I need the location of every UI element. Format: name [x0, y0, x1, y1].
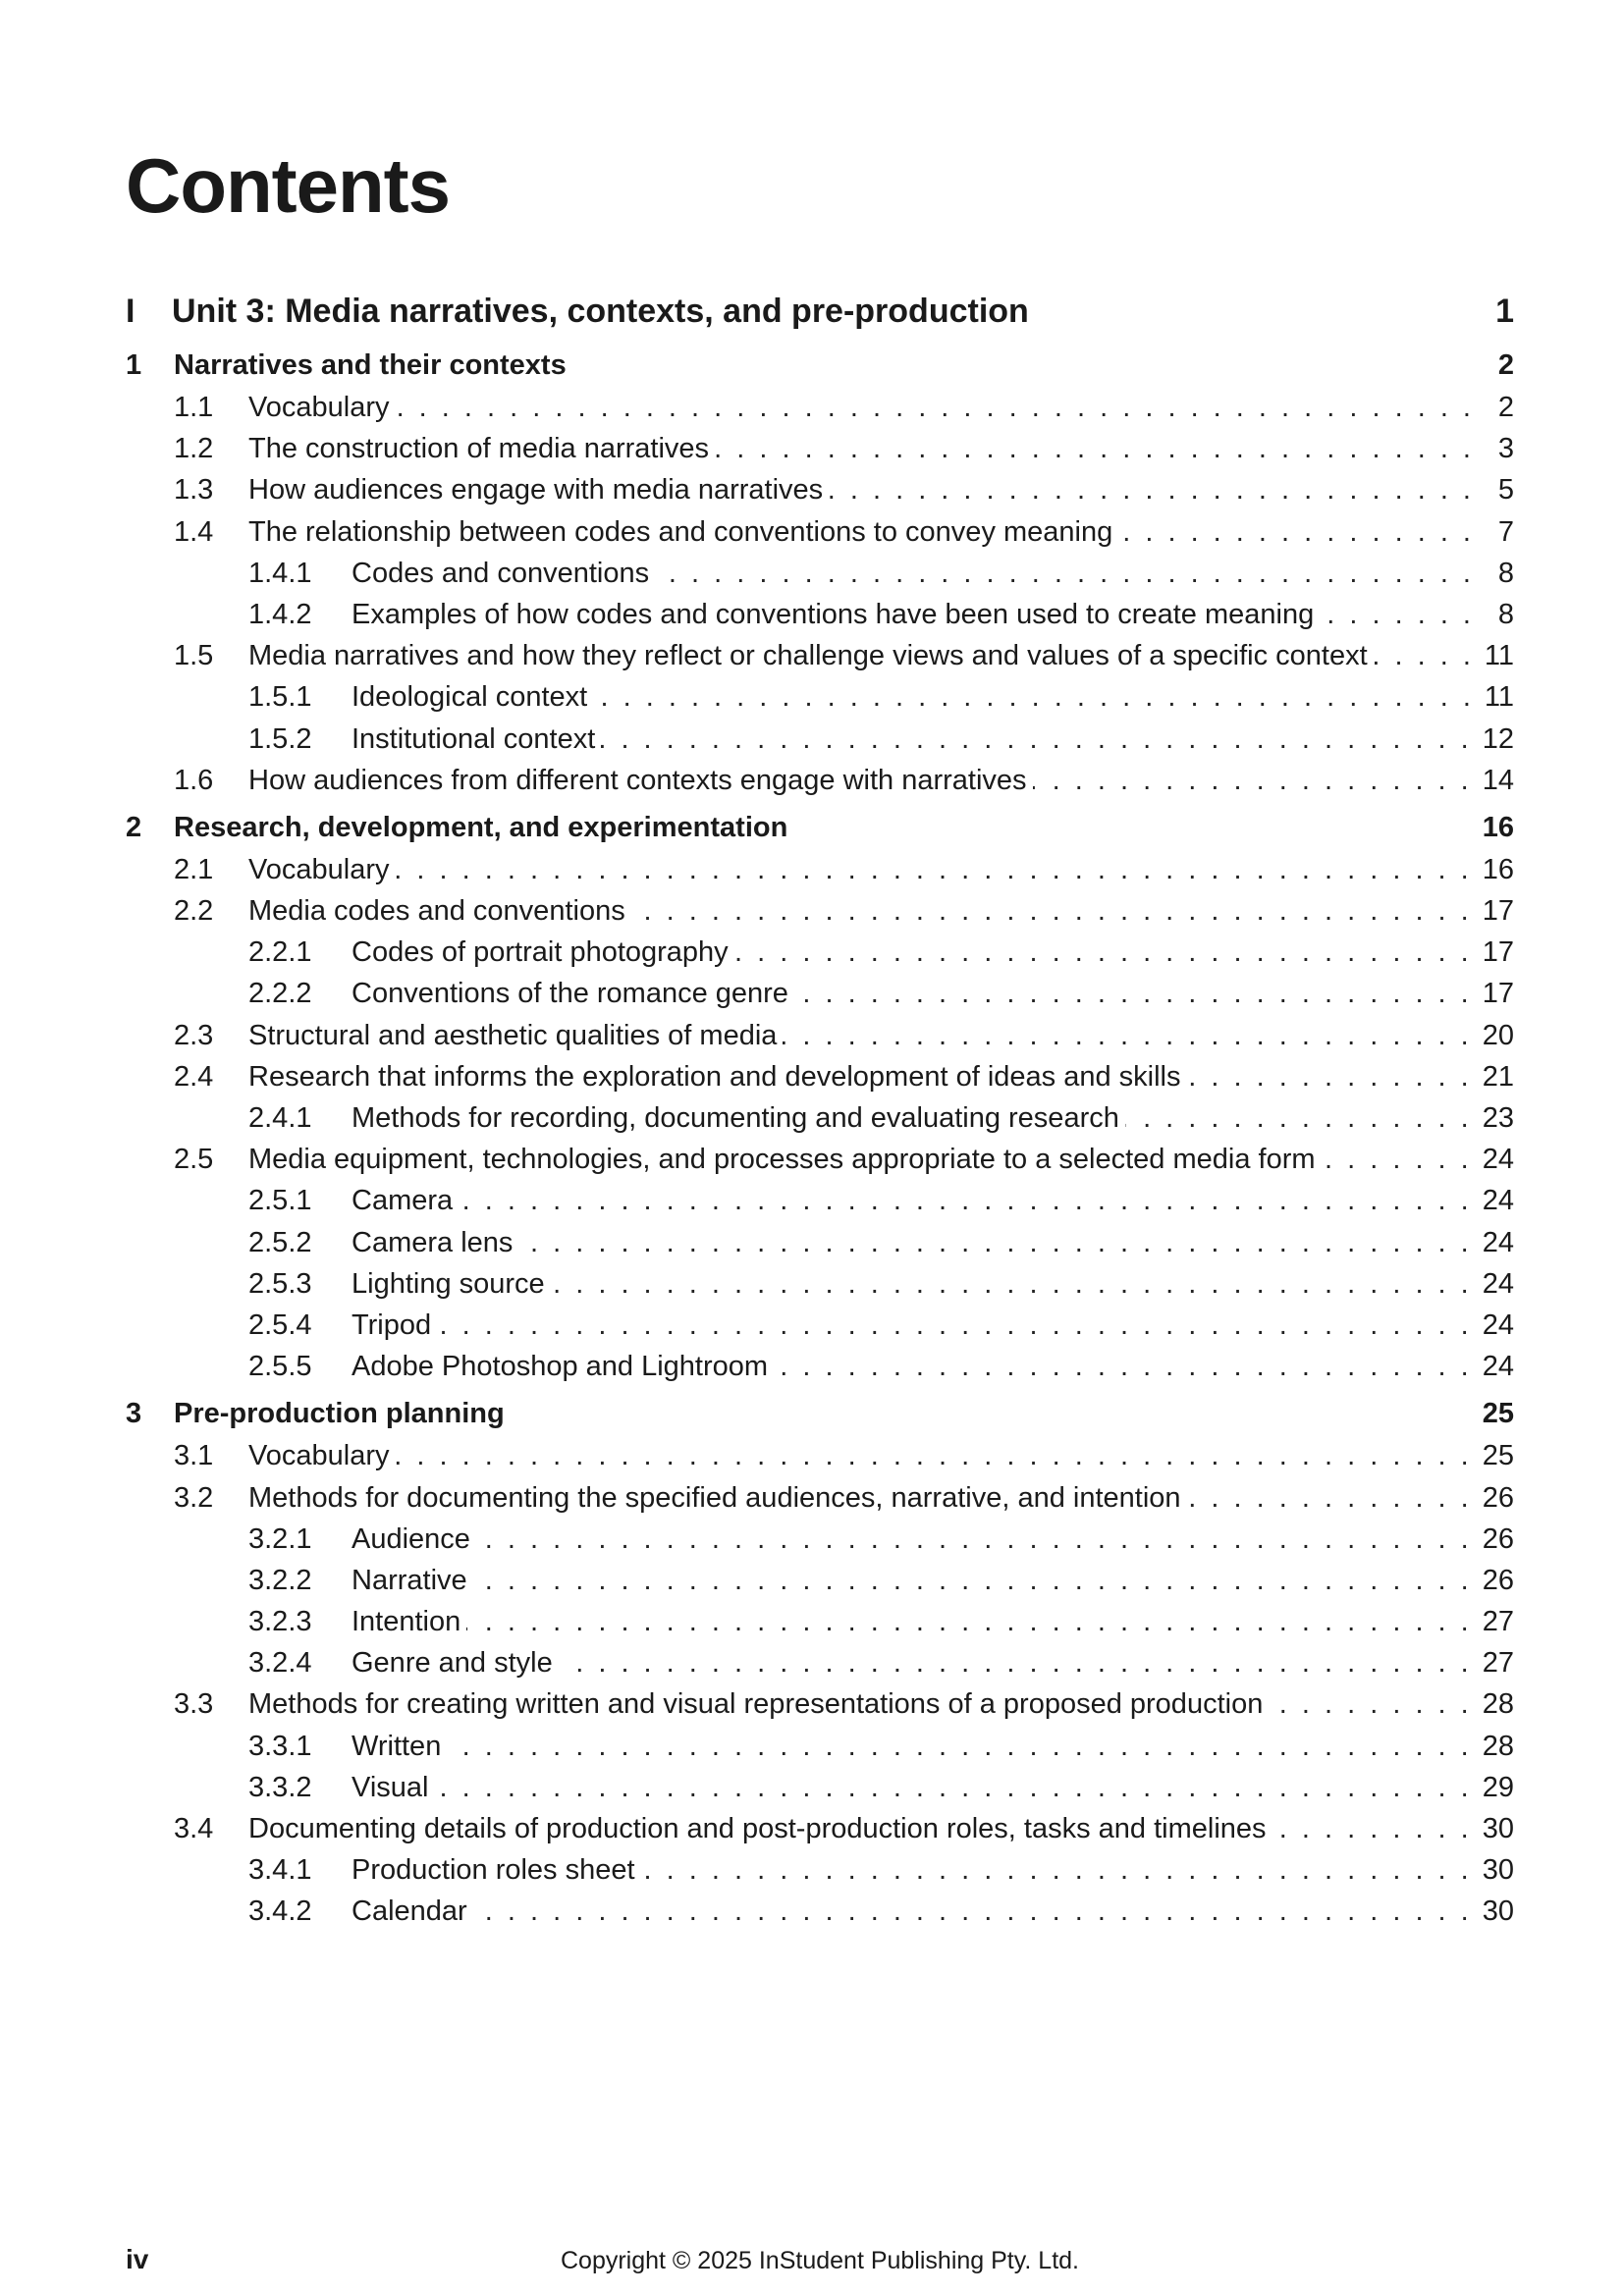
entry-title: How audiences from different contexts engage with narratives	[248, 764, 1027, 796]
dot-leader	[1269, 1688, 1468, 1721]
entry-number: 1.4.2	[248, 598, 312, 630]
toc-section-row[interactable]	[126, 433, 1514, 474]
toc-section-row[interactable]	[126, 1482, 1514, 1523]
entry-title: Vocabulary	[248, 853, 390, 885]
dot-leader	[734, 936, 1469, 969]
entry-number: 3.3.2	[248, 1771, 312, 1803]
entry-title: Methods for creating written and visual representations of a proposed production	[248, 1688, 1264, 1721]
toc-part-row[interactable]	[126, 293, 1514, 344]
entry-title: Production roles sheet	[352, 1854, 635, 1887]
toc-chapter-row[interactable]	[126, 806, 1514, 854]
entry-title: Written	[352, 1730, 442, 1762]
dot-leader	[631, 895, 1469, 928]
toc-section-row[interactable]	[126, 1020, 1514, 1061]
toc-section-row[interactable]	[126, 895, 1514, 936]
entry-number: 3.4.2	[248, 1896, 312, 1928]
entry-page-number: 24	[1482, 1308, 1514, 1341]
chapter-number: 3	[126, 1398, 142, 1430]
dot-leader	[1272, 1813, 1469, 1845]
entry-number: 2.4	[174, 1060, 214, 1093]
entry-number: 1.6	[174, 764, 214, 796]
toc-section-row[interactable]	[126, 1144, 1514, 1185]
entry-page-number: 25	[1482, 1440, 1514, 1472]
chapter-number: 2	[126, 811, 142, 843]
dot-leader	[396, 392, 1472, 424]
dot-leader	[396, 1440, 1469, 1472]
entry-page-number: 27	[1482, 1606, 1514, 1638]
entry-page-number: 5	[1497, 474, 1514, 507]
entry-title: Methods for recording, documenting and evaluating research	[352, 1102, 1119, 1134]
entry-page-number: 28	[1482, 1688, 1514, 1721]
entry-page-number: 30	[1482, 1813, 1514, 1844]
dot-leader	[1125, 1102, 1469, 1135]
toc-section-row[interactable]	[126, 640, 1514, 681]
chapter-title: Pre-production planning	[174, 1398, 505, 1430]
entry-number: 2.5	[174, 1144, 214, 1176]
toc-subsection-row[interactable]	[126, 723, 1514, 765]
toc-subsection-row[interactable]	[126, 1896, 1514, 1937]
entry-title: Genre and style	[352, 1647, 553, 1680]
toc-chapter-row[interactable]	[126, 344, 1514, 392]
toc-chapter-row[interactable]	[126, 1392, 1514, 1440]
dot-leader	[1118, 516, 1471, 549]
toc-section-row[interactable]	[126, 474, 1514, 515]
dot-leader	[715, 433, 1471, 465]
dot-leader	[476, 1523, 1469, 1556]
toc-subsection-row[interactable]	[126, 1731, 1514, 1772]
entry-number: 3.1	[174, 1440, 214, 1472]
entry-number: 3.2.4	[248, 1647, 312, 1680]
toc-section-row[interactable]	[126, 1688, 1514, 1730]
dot-leader	[396, 854, 1469, 886]
toc-section-row[interactable]	[126, 516, 1514, 558]
toc-subsection-row[interactable]	[126, 1351, 1514, 1392]
dot-leader	[641, 1854, 1469, 1887]
dot-leader	[1033, 765, 1469, 797]
entry-title: Documenting details of production and post-production roles, tasks and timelines	[248, 1813, 1267, 1844]
entry-title: The construction of media narratives	[248, 433, 710, 465]
entry-page-number: 17	[1482, 936, 1514, 969]
entry-page-number: 28	[1482, 1730, 1514, 1762]
dot-leader	[447, 1731, 1468, 1763]
entry-number: 3.3	[174, 1688, 214, 1721]
entry-number: 2.2.2	[248, 978, 312, 1010]
dot-leader	[829, 474, 1471, 507]
entry-title: Media codes and conventions	[248, 895, 625, 928]
dot-leader	[774, 1351, 1469, 1383]
toc-subsection-row[interactable]	[126, 1647, 1514, 1688]
entry-title: Calendar	[352, 1896, 467, 1928]
part-title: Unit 3: Media narratives, contexts, and pre-production	[172, 293, 1029, 330]
entry-number: 1.5.1	[248, 681, 312, 714]
entry-number: 2.5.5	[248, 1351, 312, 1383]
dot-leader	[1320, 599, 1471, 631]
toc-section-row[interactable]	[126, 854, 1514, 895]
entry-title: Audience	[352, 1522, 470, 1555]
dot-leader	[1186, 1061, 1468, 1094]
entry-page-number: 7	[1497, 515, 1514, 548]
chapter-page-number: 16	[1482, 811, 1514, 843]
entry-number: 1.1	[174, 392, 214, 423]
entry-title: Methods for documenting the specified audiences, narrative, and intention	[248, 1481, 1181, 1514]
dot-leader	[466, 1606, 1468, 1638]
page-footer	[126, 2244, 1514, 2275]
entry-title: Tripod	[352, 1308, 432, 1341]
entry-page-number: 16	[1482, 853, 1514, 885]
entry-page-number: 24	[1482, 1185, 1514, 1217]
copyright-notice: Copyright © 2025 InStudent Publishing Pty. Ltd.	[560, 2247, 1079, 2274]
entry-title: Adobe Photoshop and Lightroom	[352, 1351, 769, 1383]
entry-page-number: 8	[1497, 598, 1514, 630]
toc-subsection-row[interactable]	[126, 1102, 1514, 1144]
entry-page-number: 26	[1482, 1564, 1514, 1596]
chapter-page-number: 2	[1497, 349, 1514, 381]
entry-page-number: 17	[1482, 895, 1514, 928]
entry-title: How audiences engage with media narratives	[248, 474, 824, 507]
page-folio: iv	[126, 2244, 149, 2274]
entry-number: 3.2.2	[248, 1564, 312, 1596]
entry-number: 2.2	[174, 895, 214, 928]
entry-number: 3.2.1	[248, 1522, 312, 1555]
entry-page-number: 23	[1482, 1102, 1514, 1134]
entry-page-number: 11	[1484, 640, 1514, 672]
dot-leader	[593, 681, 1471, 714]
entry-title: Camera	[352, 1185, 454, 1217]
entry-number: 1.4	[174, 515, 214, 548]
entry-number: 2.5.2	[248, 1226, 312, 1258]
dot-leader	[518, 1227, 1468, 1259]
entry-number: 3.4.1	[248, 1854, 312, 1887]
entry-number: 2.2.1	[248, 936, 312, 969]
entry-number: 2.3	[174, 1019, 214, 1051]
entry-page-number: 30	[1482, 1854, 1514, 1887]
toc-subsection-row[interactable]	[126, 1185, 1514, 1226]
entry-title: Examples of how codes and conventions have been used to create meaning	[352, 598, 1315, 630]
entry-number: 1.4.1	[248, 557, 312, 589]
entry-number: 2.5.1	[248, 1185, 312, 1217]
entry-title: Codes of portrait photography	[352, 936, 729, 969]
entry-title: Structural and aesthetic qualities of media	[248, 1019, 778, 1051]
entry-page-number: 26	[1482, 1522, 1514, 1555]
toc-subsection-row[interactable]	[126, 1772, 1514, 1813]
dot-leader	[473, 1565, 1469, 1597]
dot-leader	[473, 1896, 1469, 1928]
toc-subsection-row[interactable]	[126, 558, 1514, 599]
table-of-contents	[126, 293, 1514, 1938]
entry-number: 3.2.3	[248, 1606, 312, 1638]
entry-page-number: 14	[1482, 764, 1514, 796]
dot-leader	[601, 723, 1468, 756]
entry-number: 3.2	[174, 1481, 214, 1514]
entry-number: 1.3	[174, 474, 214, 507]
toc-subsection-row[interactable]	[126, 1268, 1514, 1309]
toc-section-row[interactable]	[126, 1440, 1514, 1481]
entry-page-number: 24	[1482, 1144, 1514, 1176]
entry-title: Media equipment, technologies, and processes appropriate to a selected media form	[248, 1144, 1316, 1176]
toc-subsection-row[interactable]	[126, 681, 1514, 722]
chapter-page-number: 25	[1482, 1398, 1514, 1430]
entry-page-number: 11	[1484, 681, 1514, 714]
entry-page-number: 17	[1482, 978, 1514, 1010]
toc-subsection-row[interactable]	[126, 599, 1514, 640]
entry-page-number: 24	[1482, 1267, 1514, 1300]
toc-subsection-row[interactable]	[126, 1523, 1514, 1565]
entry-title: The relationship between codes and conventions to convey meaning	[248, 515, 1113, 548]
entry-page-number: 24	[1482, 1351, 1514, 1383]
toc-subsection-row[interactable]	[126, 936, 1514, 978]
entry-number: 2.5.3	[248, 1267, 312, 1300]
toc-chapters	[126, 344, 1514, 1938]
toc-subsection-row[interactable]	[126, 1854, 1514, 1896]
entry-title: Intention	[352, 1606, 461, 1638]
entry-title: Media narratives and how they reflect or challenge views and values of a specific context	[248, 640, 1368, 672]
dot-leader	[551, 1268, 1469, 1301]
entry-page-number: 24	[1482, 1226, 1514, 1258]
entry-page-number: 30	[1482, 1896, 1514, 1928]
toc-subsection-row[interactable]	[126, 1309, 1514, 1351]
page-title: Contents	[126, 142, 450, 229]
entry-title: Ideological context	[352, 681, 588, 714]
entry-number: 2.5.4	[248, 1308, 312, 1341]
entry-title: Vocabulary	[248, 1440, 390, 1472]
entry-page-number: 21	[1482, 1060, 1514, 1093]
dot-leader	[1187, 1482, 1469, 1515]
dot-leader	[783, 1020, 1468, 1052]
toc-section-row[interactable]	[126, 765, 1514, 806]
entry-page-number: 27	[1482, 1647, 1514, 1680]
toc-subsection-row[interactable]	[126, 978, 1514, 1019]
part-number: I	[126, 293, 135, 330]
entry-page-number: 26	[1482, 1481, 1514, 1514]
toc-subsection-row[interactable]	[126, 1227, 1514, 1268]
entry-title: Narrative	[352, 1564, 467, 1596]
entry-number: 1.5.2	[248, 722, 312, 755]
entry-number: 3.3.1	[248, 1730, 312, 1762]
entry-title: Research that informs the exploration and development of ideas and skills	[248, 1060, 1181, 1093]
chapter-title: Narratives and their contexts	[174, 349, 567, 381]
dot-leader	[437, 1309, 1469, 1342]
chapter-number: 1	[126, 349, 142, 381]
toc-subsection-row[interactable]	[126, 1565, 1514, 1606]
toc-section-row[interactable]	[126, 392, 1514, 433]
entry-number: 1.5	[174, 640, 214, 672]
entry-number: 1.2	[174, 433, 214, 465]
dot-leader	[459, 1185, 1469, 1217]
dot-leader	[655, 558, 1471, 590]
dot-leader	[794, 978, 1469, 1010]
chapter-title: Research, development, and experimentation	[174, 811, 788, 843]
entry-title: Lighting source	[352, 1267, 545, 1300]
entry-page-number: 20	[1482, 1019, 1514, 1051]
entry-title: Camera lens	[352, 1226, 514, 1258]
entry-page-number: 8	[1497, 557, 1514, 589]
dot-leader	[1374, 640, 1471, 672]
dot-leader	[1322, 1144, 1469, 1176]
entry-title: Codes and conventions	[352, 557, 650, 589]
entry-page-number: 12	[1482, 722, 1514, 755]
entry-title: Vocabulary	[248, 392, 390, 423]
entry-number: 2.4.1	[248, 1102, 312, 1134]
entry-number: 3.4	[174, 1813, 214, 1844]
entry-page-number: 3	[1497, 433, 1514, 465]
entry-number: 2.1	[174, 853, 214, 885]
part-page-number: 1	[1495, 293, 1514, 330]
toc-section-row[interactable]	[126, 1061, 1514, 1102]
toc-section-row[interactable]	[126, 1813, 1514, 1854]
entry-page-number: 29	[1482, 1771, 1514, 1803]
dot-leader	[434, 1772, 1468, 1804]
dot-leader	[559, 1647, 1469, 1680]
entry-title: Visual	[352, 1771, 429, 1803]
entry-title: Institutional context	[352, 722, 596, 755]
entry-page-number: 2	[1497, 392, 1514, 423]
toc-subsection-row[interactable]	[126, 1606, 1514, 1647]
entry-title: Conventions of the romance genre	[352, 978, 788, 1010]
